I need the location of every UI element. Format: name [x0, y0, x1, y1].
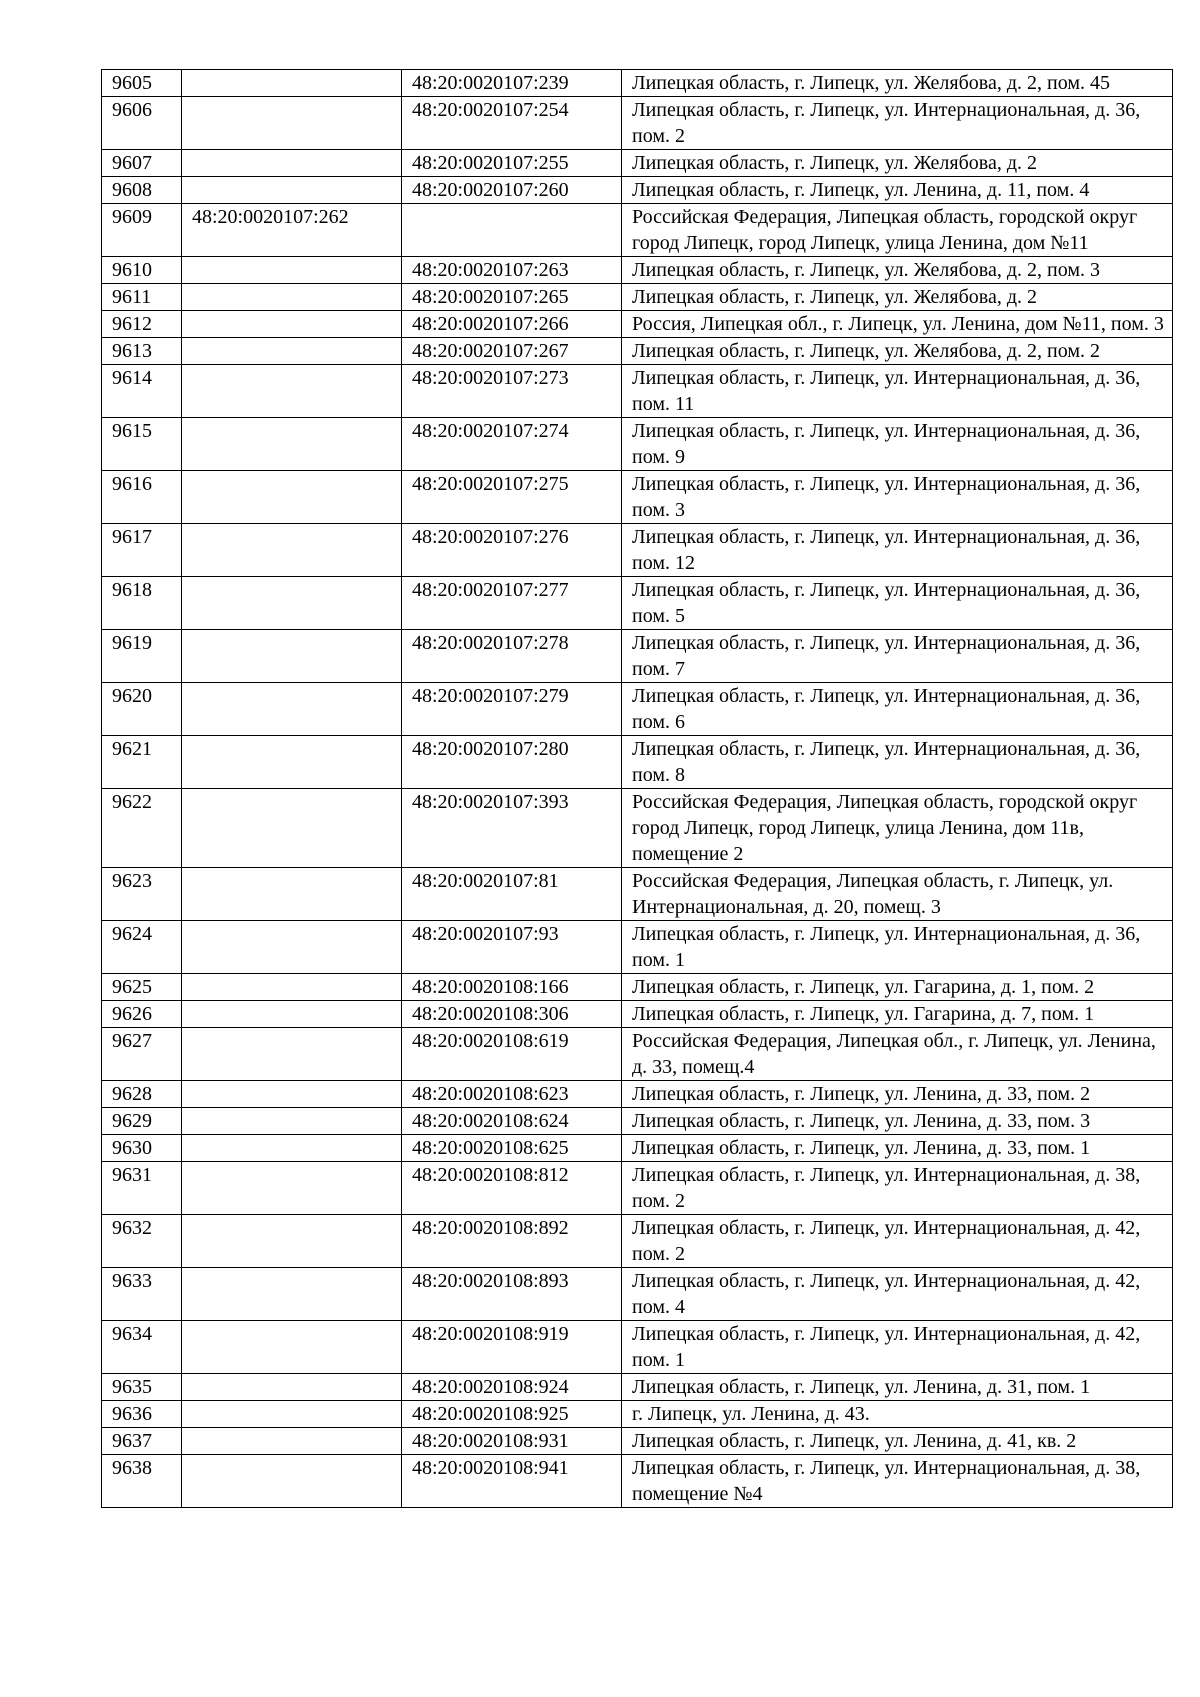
address-cell: Липецкая область, г. Липецк, ул. Желябова, д. 2, пом. 2 [622, 338, 1173, 365]
address-cell: Липецкая область, г. Липецк, ул. Ленина, д. 33, пом. 1 [622, 1135, 1173, 1162]
row-number-cell: 9615 [102, 418, 182, 471]
cadastral-number-premises-cell: 48:20:0020107:275 [402, 471, 622, 524]
row-number-cell: 9614 [102, 365, 182, 418]
cadastral-number-cell [182, 1108, 402, 1135]
address-cell: Липецкая область, г. Липецк, ул. Интернациональная, д. 36, пом. 3 [622, 471, 1173, 524]
cadastral-number-cell [182, 418, 402, 471]
address-cell: Липецкая область, г. Липецк, ул. Интернациональная, д. 36, пом. 1 [622, 921, 1173, 974]
row-number-cell: 9625 [102, 974, 182, 1001]
cadastral-number-cell [182, 683, 402, 736]
table-row [102, 204, 1173, 257]
row-number-cell: 9623 [102, 868, 182, 921]
table-row [102, 1268, 1173, 1321]
cadastral-number-cell [182, 868, 402, 921]
row-number-cell: 9621 [102, 736, 182, 789]
row-number-cell: 9612 [102, 311, 182, 338]
cadastral-number-premises-cell: 48:20:0020108:619 [402, 1028, 622, 1081]
address-cell: Липецкая область, г. Липецк, ул. Желябова, д. 2 [622, 150, 1173, 177]
row-number-cell: 9637 [102, 1428, 182, 1455]
address-cell: Липецкая область, г. Липецк, ул. Интернациональная, д. 36, пом. 12 [622, 524, 1173, 577]
cadastral-number-premises-cell: 48:20:0020107:254 [402, 97, 622, 150]
table-row [102, 1081, 1173, 1108]
table-row [102, 683, 1173, 736]
registry-table [101, 69, 1173, 1508]
table-row [102, 1401, 1173, 1428]
row-number-cell: 9617 [102, 524, 182, 577]
cadastral-number-cell [182, 1162, 402, 1215]
row-number-cell: 9635 [102, 1374, 182, 1401]
table-row [102, 338, 1173, 365]
table-row [102, 1374, 1173, 1401]
registry-table-body [102, 70, 1173, 1508]
cadastral-number-premises-cell: 48:20:0020108:812 [402, 1162, 622, 1215]
cadastral-number-cell [182, 789, 402, 868]
cadastral-number-premises-cell: 48:20:0020108:931 [402, 1428, 622, 1455]
table-row [102, 789, 1173, 868]
table-row [102, 365, 1173, 418]
cadastral-number-premises-cell: 48:20:0020108:924 [402, 1374, 622, 1401]
address-cell: Липецкая область, г. Липецк, ул. Ленина, д. 33, пом. 2 [622, 1081, 1173, 1108]
cadastral-number-premises-cell: 48:20:0020108:624 [402, 1108, 622, 1135]
address-cell: Липецкая область, г. Липецк, ул. Интернациональная, д. 36, пом. 6 [622, 683, 1173, 736]
address-cell: Липецкая область, г. Липецк, ул. Желябова, д. 2, пом. 3 [622, 257, 1173, 284]
row-number-cell: 9628 [102, 1081, 182, 1108]
cadastral-number-premises-cell: 48:20:0020108:893 [402, 1268, 622, 1321]
row-number-cell: 9618 [102, 577, 182, 630]
cadastral-number-premises-cell: 48:20:0020108:892 [402, 1215, 622, 1268]
table-row [102, 1001, 1173, 1028]
cadastral-number-premises-cell: 48:20:0020107:81 [402, 868, 622, 921]
table-row [102, 524, 1173, 577]
cadastral-number-cell [182, 1374, 402, 1401]
row-number-cell: 9624 [102, 921, 182, 974]
cadastral-number-premises-cell: 48:20:0020107:265 [402, 284, 622, 311]
table-row [102, 311, 1173, 338]
table-row [102, 868, 1173, 921]
cadastral-number-cell [182, 365, 402, 418]
address-cell: Российская Федерация, Липецкая обл., г. Липецк, ул. Ленина, д. 33, помещ.4 [622, 1028, 1173, 1081]
cadastral-number-cell [182, 1135, 402, 1162]
address-cell: Российская Федерация, Липецкая область, г. Липецк, ул. Интернациональная, д. 20, помещ. 3 [622, 868, 1173, 921]
address-cell: Липецкая область, г. Липецк, ул. Интернациональная, д. 42, пом. 4 [622, 1268, 1173, 1321]
address-cell: Липецкая область, г. Липецк, ул. Интернациональная, д. 36, пом. 11 [622, 365, 1173, 418]
cadastral-number-cell [182, 311, 402, 338]
table-row [102, 577, 1173, 630]
address-cell: Липецкая область, г. Липецк, ул. Интернациональная, д. 36, пом. 5 [622, 577, 1173, 630]
table-row [102, 418, 1173, 471]
cadastral-number-cell [182, 70, 402, 97]
address-cell: Липецкая область, г. Липецк, ул. Интернациональная, д. 36, пом. 2 [622, 97, 1173, 150]
address-cell: Россия, Липецкая обл., г. Липецк, ул. Ленина, дом №11, пом. 3 [622, 311, 1173, 338]
row-number-cell: 9634 [102, 1321, 182, 1374]
cadastral-number-cell [182, 1428, 402, 1455]
cadastral-number-premises-cell: 48:20:0020107:278 [402, 630, 622, 683]
cadastral-number-cell [182, 1081, 402, 1108]
address-cell: Липецкая область, г. Липецк, ул. Ленина, д. 11, пом. 4 [622, 177, 1173, 204]
row-number-cell: 9606 [102, 97, 182, 150]
row-number-cell: 9608 [102, 177, 182, 204]
address-cell: Липецкая область, г. Липецк, ул. Ленина, д. 33, пом. 3 [622, 1108, 1173, 1135]
cadastral-number-cell [182, 1215, 402, 1268]
table-row [102, 1108, 1173, 1135]
row-number-cell: 9636 [102, 1401, 182, 1428]
cadastral-number-premises-cell: 48:20:0020108:625 [402, 1135, 622, 1162]
cadastral-number-premises-cell: 48:20:0020107:267 [402, 338, 622, 365]
cadastral-number-cell [182, 284, 402, 311]
cadastral-number-cell [182, 471, 402, 524]
cadastral-number-premises-cell: 48:20:0020107:273 [402, 365, 622, 418]
address-cell: Липецкая область, г. Липецк, ул. Ленина, д. 41, кв. 2 [622, 1428, 1173, 1455]
table-row [102, 1162, 1173, 1215]
table-row [102, 150, 1173, 177]
cadastral-number-premises-cell: 48:20:0020107:263 [402, 257, 622, 284]
cadastral-number-cell [182, 1321, 402, 1374]
cadastral-number-cell [182, 1455, 402, 1508]
address-cell: Липецкая область, г. Липецк, ул. Интернациональная, д. 38, помещение №4 [622, 1455, 1173, 1508]
cadastral-number-premises-cell: 48:20:0020107:239 [402, 70, 622, 97]
table-row [102, 471, 1173, 524]
cadastral-number-premises-cell: 48:20:0020107:266 [402, 311, 622, 338]
cadastral-number-premises-cell: 48:20:0020108:925 [402, 1401, 622, 1428]
cadastral-number-premises-cell: 48:20:0020107:276 [402, 524, 622, 577]
table-row [102, 974, 1173, 1001]
address-cell: Липецкая область, г. Липецк, ул. Интернациональная, д. 38, пом. 2 [622, 1162, 1173, 1215]
address-cell: Липецкая область, г. Липецк, ул. Интернациональная, д. 36, пом. 7 [622, 630, 1173, 683]
cadastral-number-cell [182, 338, 402, 365]
row-number-cell: 9630 [102, 1135, 182, 1162]
row-number-cell: 9632 [102, 1215, 182, 1268]
cadastral-number-cell [182, 177, 402, 204]
cadastral-number-cell [182, 630, 402, 683]
table-row [102, 257, 1173, 284]
row-number-cell: 9613 [102, 338, 182, 365]
cadastral-number-premises-cell: 48:20:0020108:941 [402, 1455, 622, 1508]
address-cell: Липецкая область, г. Липецк, ул. Гагарина, д. 1, пом. 2 [622, 974, 1173, 1001]
row-number-cell: 9620 [102, 683, 182, 736]
cadastral-number-premises-cell: 48:20:0020107:279 [402, 683, 622, 736]
table-row [102, 736, 1173, 789]
address-cell: Липецкая область, г. Липецк, ул. Гагарина, д. 7, пом. 1 [622, 1001, 1173, 1028]
cadastral-number-premises-cell: 48:20:0020107:277 [402, 577, 622, 630]
table-row [102, 1455, 1173, 1508]
cadastral-number-premises-cell: 48:20:0020107:93 [402, 921, 622, 974]
cadastral-number-premises-cell: 48:20:0020108:306 [402, 1001, 622, 1028]
cadastral-number-premises-cell: 48:20:0020107:393 [402, 789, 622, 868]
row-number-cell: 9626 [102, 1001, 182, 1028]
address-cell: Липецкая область, г. Липецк, ул. Интернациональная, д. 36, пом. 9 [622, 418, 1173, 471]
row-number-cell: 9607 [102, 150, 182, 177]
address-cell: Российская Федерация, Липецкая область, городской округ город Липецк, город Липецк, улица Ленина, дом №11 [622, 204, 1173, 257]
table-row [102, 1321, 1173, 1374]
address-cell: Липецкая область, г. Липецк, ул. Желябова, д. 2 [622, 284, 1173, 311]
table-row [102, 97, 1173, 150]
cadastral-number-cell [182, 1028, 402, 1081]
cadastral-number-cell [182, 974, 402, 1001]
row-number-cell: 9611 [102, 284, 182, 311]
address-cell: Липецкая область, г. Липецк, ул. Интернациональная, д. 42, пом. 1 [622, 1321, 1173, 1374]
cadastral-number-premises-cell: 48:20:0020108:166 [402, 974, 622, 1001]
address-cell: Российская Федерация, Липецкая область, городской округ город Липецк, город Липецк, улица Ленина, дом 11в, помещение 2 [622, 789, 1173, 868]
cadastral-number-cell [182, 524, 402, 577]
row-number-cell: 9609 [102, 204, 182, 257]
row-number-cell: 9638 [102, 1455, 182, 1508]
cadastral-number-cell [182, 1001, 402, 1028]
cadastral-number-cell [182, 150, 402, 177]
cadastral-number-cell [182, 97, 402, 150]
row-number-cell: 9605 [102, 70, 182, 97]
table-row [102, 284, 1173, 311]
cadastral-number-premises-cell: 48:20:0020107:255 [402, 150, 622, 177]
row-number-cell: 9627 [102, 1028, 182, 1081]
table-row [102, 1028, 1173, 1081]
row-number-cell: 9631 [102, 1162, 182, 1215]
cadastral-number-cell [182, 736, 402, 789]
cadastral-number-premises-cell: 48:20:0020108:623 [402, 1081, 622, 1108]
address-cell: Липецкая область, г. Липецк, ул. Интернациональная, д. 36, пом. 8 [622, 736, 1173, 789]
row-number-cell: 9610 [102, 257, 182, 284]
cadastral-number-premises-cell: 48:20:0020108:919 [402, 1321, 622, 1374]
row-number-cell: 9633 [102, 1268, 182, 1321]
table-row [102, 630, 1173, 683]
table-row [102, 70, 1173, 97]
cadastral-number-cell [182, 921, 402, 974]
cadastral-number-cell [182, 1401, 402, 1428]
cadastral-number-premises-cell [402, 204, 622, 257]
table-row [102, 921, 1173, 974]
row-number-cell: 9622 [102, 789, 182, 868]
cadastral-number-cell [182, 257, 402, 284]
address-cell: Липецкая область, г. Липецк, ул. Интернациональная, д. 42, пом. 2 [622, 1215, 1173, 1268]
address-cell: г. Липецк, ул. Ленина, д. 43. [622, 1401, 1173, 1428]
cadastral-number-cell [182, 1268, 402, 1321]
address-cell: Липецкая область, г. Липецк, ул. Ленина, д. 31, пом. 1 [622, 1374, 1173, 1401]
address-cell: Липецкая область, г. Липецк, ул. Желябова, д. 2, пом. 45 [622, 70, 1173, 97]
row-number-cell: 9629 [102, 1108, 182, 1135]
table-row [102, 1428, 1173, 1455]
cadastral-number-cell: 48:20:0020107:262 [182, 204, 402, 257]
cadastral-number-cell [182, 577, 402, 630]
cadastral-number-premises-cell: 48:20:0020107:260 [402, 177, 622, 204]
row-number-cell: 9616 [102, 471, 182, 524]
table-row [102, 177, 1173, 204]
cadastral-number-premises-cell: 48:20:0020107:280 [402, 736, 622, 789]
table-row [102, 1215, 1173, 1268]
table-row [102, 1135, 1173, 1162]
cadastral-number-premises-cell: 48:20:0020107:274 [402, 418, 622, 471]
row-number-cell: 9619 [102, 630, 182, 683]
